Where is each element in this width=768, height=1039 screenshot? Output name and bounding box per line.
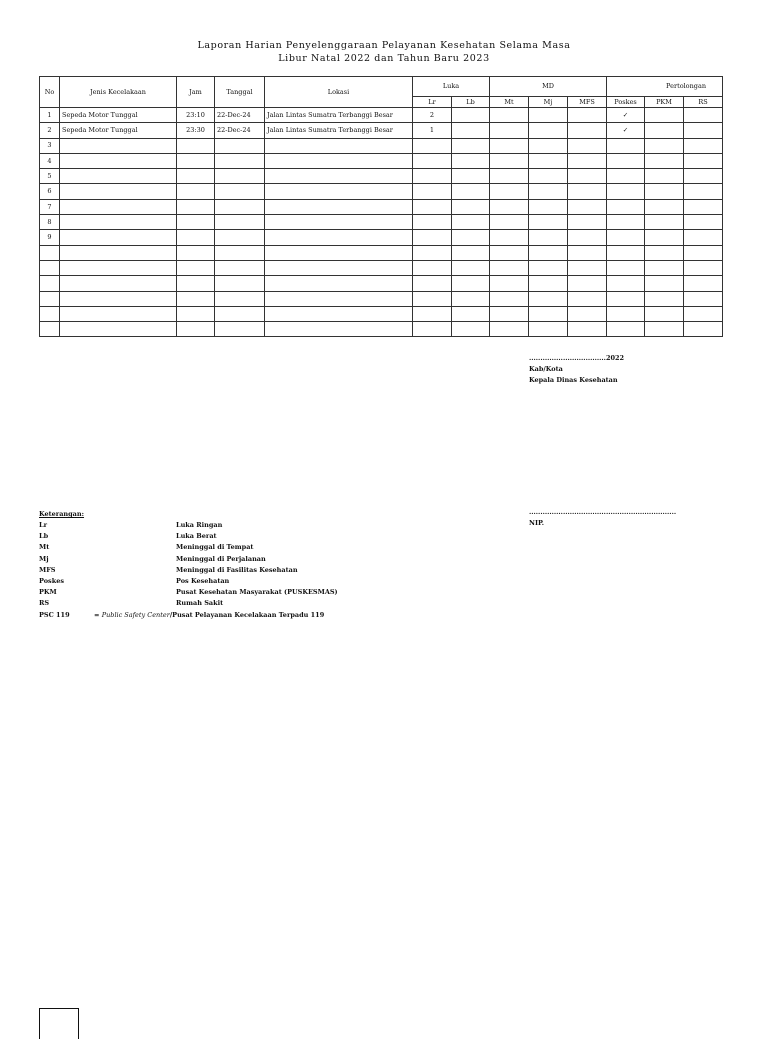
- cell-lb: [452, 123, 490, 138]
- cell-lr: [413, 184, 452, 199]
- legend-meaning: Meninggal di Tempat: [176, 543, 254, 552]
- cell-rs: [684, 199, 723, 214]
- cell-mt: [490, 245, 529, 260]
- cell-rs: [684, 291, 723, 306]
- cell-jenis: [60, 169, 177, 184]
- cell-mj: [529, 123, 568, 138]
- legend-meaning: Rumah Sakit: [176, 599, 224, 608]
- header-jam: Jam: [177, 77, 215, 108]
- cell-tanggal: [215, 291, 265, 306]
- cell-jenis: Sepeda Motor Tunggal: [60, 108, 177, 123]
- cell-lr: [413, 169, 452, 184]
- cell-mfs: [568, 245, 607, 260]
- legend-psc-rest: /Pusat Pelayanan Kecelakaan Terpadu 119: [169, 610, 325, 619]
- table-row: [40, 138, 723, 153]
- legend-meaning: Meninggal di Perjalanan: [176, 554, 266, 563]
- cell-lb: [452, 153, 490, 168]
- table-row: [40, 322, 723, 337]
- cell-tanggal: 22-Dec-24: [215, 123, 265, 138]
- cell-pkm: [645, 123, 684, 138]
- cell-pkm: [645, 138, 684, 153]
- header-luka: Luka: [413, 77, 490, 97]
- cell-lb: [452, 199, 490, 214]
- cell-mt: [490, 199, 529, 214]
- legend-psc-abbr: PSC 119: [39, 610, 70, 619]
- legend: [39, 510, 499, 622]
- cell-mj: [529, 199, 568, 214]
- daily-report-table: [39, 76, 723, 337]
- legend-item: [39, 577, 499, 588]
- cell-rs: [684, 138, 723, 153]
- cell-no: [40, 260, 60, 275]
- cell-posko: [607, 260, 645, 275]
- cell-pkm: [645, 230, 684, 245]
- cell-lb: [452, 276, 490, 291]
- cell-lb: [452, 291, 490, 306]
- cell-posko: [607, 322, 645, 337]
- cell-rs: [684, 215, 723, 230]
- legend-psc-italic: Public Safety Center: [101, 610, 170, 619]
- legend-meaning: Pos Kesehatan: [176, 576, 230, 585]
- cell-lr: [413, 322, 452, 337]
- cell-jam: 23:30: [177, 123, 215, 138]
- cell-jam: [177, 260, 215, 275]
- cell-jenis: [60, 322, 177, 337]
- cell-mt: [490, 169, 529, 184]
- cell-jam: [177, 199, 215, 214]
- cell-no: 1: [40, 108, 60, 123]
- cell-posko: ✓: [607, 108, 645, 123]
- cell-posko: ✓: [607, 123, 645, 138]
- signature-role-line: Kepala Dinas Kesehatan: [529, 376, 618, 384]
- cell-mj: [529, 230, 568, 245]
- header-poskes: Poskes: [607, 97, 645, 108]
- cell-mt: [490, 123, 529, 138]
- header-pkm: PKM: [645, 97, 684, 108]
- cell-posko: [607, 276, 645, 291]
- cell-lr: [413, 199, 452, 214]
- cell-lr: [413, 230, 452, 245]
- cell-mt: [490, 291, 529, 306]
- cell-lr: [413, 215, 452, 230]
- cell-no: [40, 322, 60, 337]
- cell-lokasi: Jalan Lintas Sumatra Terbanggi Besar: [265, 123, 413, 138]
- cell-posko: [607, 291, 645, 306]
- cell-pkm: [645, 245, 684, 260]
- cell-lokasi: [265, 322, 413, 337]
- cell-tanggal: [215, 199, 265, 214]
- cell-lokasi: [265, 184, 413, 199]
- legend-meaning: Luka Ringan: [176, 521, 223, 529]
- cell-jam: [177, 153, 215, 168]
- legend-item: [39, 543, 499, 554]
- cell-lr: 1: [413, 123, 452, 138]
- cell-lb: [452, 230, 490, 245]
- cell-rs: [684, 260, 723, 275]
- cell-jenis: [60, 276, 177, 291]
- table-row: [40, 123, 723, 138]
- legend-item: [39, 521, 499, 532]
- cell-posko: [607, 306, 645, 321]
- cell-no: [40, 276, 60, 291]
- cell-posko: [607, 215, 645, 230]
- cell-mfs: [568, 260, 607, 275]
- cell-lokasi: [265, 306, 413, 321]
- table-row: [40, 306, 723, 321]
- cell-posko: [607, 184, 645, 199]
- table-row: [40, 276, 723, 291]
- cell-mj: [529, 108, 568, 123]
- cell-pkm: [645, 306, 684, 321]
- cell-lb: [452, 260, 490, 275]
- cell-mfs: [568, 291, 607, 306]
- table-row: [40, 230, 723, 245]
- cell-lr: [413, 260, 452, 275]
- table-row: [40, 169, 723, 184]
- cell-jam: [177, 215, 215, 230]
- cell-jam: [177, 230, 215, 245]
- cell-pkm: [645, 260, 684, 275]
- header-rs: RS: [684, 97, 723, 108]
- cell-rs: [684, 184, 723, 199]
- table-row: [40, 153, 723, 168]
- legend-psc-equals: =: [94, 610, 100, 619]
- cell-mj: [529, 153, 568, 168]
- cell-tanggal: [215, 184, 265, 199]
- cell-lokasi: [265, 199, 413, 214]
- cell-lr: [413, 276, 452, 291]
- legend-abbr: MFS: [39, 565, 56, 574]
- cell-mt: [490, 306, 529, 321]
- cell-no: 9: [40, 230, 60, 245]
- cell-no: 2: [40, 123, 60, 138]
- cell-pkm: [645, 291, 684, 306]
- cell-jenis: [60, 138, 177, 153]
- cell-no: [40, 245, 60, 260]
- cell-lokasi: [265, 276, 413, 291]
- cell-mfs: [568, 153, 607, 168]
- legend-meaning: Meninggal di Fasilitas Kesehatan: [176, 565, 298, 574]
- cell-pkm: [645, 215, 684, 230]
- cell-tanggal: [215, 230, 265, 245]
- cell-rs: [684, 245, 723, 260]
- cell-tanggal: [215, 276, 265, 291]
- table-row: [40, 199, 723, 214]
- cell-lb: [452, 108, 490, 123]
- cell-mj: [529, 138, 568, 153]
- cell-mt: [490, 153, 529, 168]
- cell-posko: [607, 138, 645, 153]
- cell-lokasi: [265, 138, 413, 153]
- cell-rs: [684, 306, 723, 321]
- cell-no: 4: [40, 153, 60, 168]
- legend-meaning: Luka Berat: [176, 532, 217, 541]
- cell-lr: [413, 245, 452, 260]
- cell-mt: [490, 230, 529, 245]
- cell-jam: [177, 322, 215, 337]
- cell-tanggal: [215, 245, 265, 260]
- cell-pkm: [645, 169, 684, 184]
- cell-lb: [452, 322, 490, 337]
- signature-city-line: Kab/Kota: [529, 365, 563, 373]
- cell-mfs: [568, 276, 607, 291]
- cell-mj: [529, 245, 568, 260]
- cell-tanggal: 22-Dec-24: [215, 108, 265, 123]
- cell-mt: [490, 138, 529, 153]
- document-title-line-2: Libur Natal 2022 dan Tahun Baru 2023: [278, 53, 490, 64]
- cell-tanggal: [215, 260, 265, 275]
- cell-jam: [177, 138, 215, 153]
- cell-rs: [684, 169, 723, 184]
- cell-tanggal: [215, 306, 265, 321]
- legend-abbr: PKM: [39, 588, 57, 597]
- cell-mj: [529, 322, 568, 337]
- cell-jam: 23:10: [177, 108, 215, 123]
- cell-rs: [684, 276, 723, 291]
- cell-mj: [529, 291, 568, 306]
- header-lr: Lr: [413, 97, 452, 108]
- cell-mj: [529, 260, 568, 275]
- cell-lr: [413, 153, 452, 168]
- legend-abbr: RS: [39, 599, 50, 608]
- cell-mfs: [568, 215, 607, 230]
- legend-meaning: Pusat Kesehatan Masyarakat (PUSKESMAS): [176, 588, 338, 597]
- cell-lr: [413, 291, 452, 306]
- cell-jam: [177, 184, 215, 199]
- cell-lb: [452, 138, 490, 153]
- cell-pkm: [645, 153, 684, 168]
- cell-lr: [413, 138, 452, 153]
- cell-pkm: [645, 199, 684, 214]
- cell-mj: [529, 184, 568, 199]
- cell-jenis: [60, 215, 177, 230]
- cell-jenis: [60, 230, 177, 245]
- cell-mt: [490, 184, 529, 199]
- legend-abbr: Poskes: [39, 576, 65, 585]
- table-row: [40, 260, 723, 275]
- legend-item-psc: [39, 611, 499, 622]
- cell-mfs: [568, 123, 607, 138]
- cell-lokasi: [265, 215, 413, 230]
- table-row: [40, 291, 723, 306]
- cell-jenis: Sepeda Motor Tunggal: [60, 123, 177, 138]
- cell-jenis: [60, 153, 177, 168]
- document-title-line-1: Laporan Harian Penyelenggaraan Pelayanan Kesehatan Selama Masa: [197, 40, 571, 51]
- cell-lb: [452, 215, 490, 230]
- cell-mj: [529, 215, 568, 230]
- table-row: [40, 184, 723, 199]
- cell-lokasi: [265, 169, 413, 184]
- cell-mt: [490, 108, 529, 123]
- cell-rs: [684, 153, 723, 168]
- cell-lr: [413, 306, 452, 321]
- cell-mfs: [568, 138, 607, 153]
- cell-mj: [529, 306, 568, 321]
- cell-jam: [177, 306, 215, 321]
- cell-tanggal: [215, 215, 265, 230]
- cell-jenis: [60, 184, 177, 199]
- cell-mfs: [568, 184, 607, 199]
- legend-item: [39, 588, 499, 599]
- cell-jenis: [60, 291, 177, 306]
- cell-rs: [684, 123, 723, 138]
- cell-jam: [177, 276, 215, 291]
- header-pertolongan: Pertolongan: [607, 77, 723, 97]
- cell-lokasi: [265, 260, 413, 275]
- cell-lokasi: [265, 153, 413, 168]
- cell-mj: [529, 169, 568, 184]
- legend-item: [39, 599, 499, 610]
- cell-rs: [684, 322, 723, 337]
- cell-no: 8: [40, 215, 60, 230]
- cell-lokasi: [265, 230, 413, 245]
- cell-posko: [607, 230, 645, 245]
- cell-jenis: [60, 199, 177, 214]
- legend-item: [39, 555, 499, 566]
- header-mt: Mt: [490, 97, 529, 108]
- header-tanggal: Tanggal: [215, 77, 265, 108]
- legend-abbr: Lr: [39, 521, 47, 529]
- cell-mj: [529, 276, 568, 291]
- header-jenis-kecelakaan: Jenis Kecelakaan: [60, 77, 177, 108]
- cell-lr: 2: [413, 108, 452, 123]
- cell-lb: [452, 169, 490, 184]
- header-md: MD: [490, 77, 607, 97]
- cell-jam: [177, 291, 215, 306]
- cell-no: 7: [40, 199, 60, 214]
- cell-posko: [607, 169, 645, 184]
- cell-mfs: [568, 169, 607, 184]
- cell-mfs: [568, 306, 607, 321]
- cell-lokasi: [265, 245, 413, 260]
- cell-tanggal: [215, 138, 265, 153]
- legend-item: [39, 532, 499, 543]
- cell-pkm: [645, 108, 684, 123]
- cell-mfs: [568, 322, 607, 337]
- table-row: [40, 245, 723, 260]
- signature-date-line: ..................................2022: [529, 354, 625, 362]
- cell-tanggal: [215, 153, 265, 168]
- legend-abbr: Lb: [39, 532, 49, 541]
- cell-pkm: [645, 276, 684, 291]
- legend-item: [39, 566, 499, 577]
- cell-pkm: [645, 184, 684, 199]
- cell-mt: [490, 322, 529, 337]
- cell-mt: [490, 276, 529, 291]
- cell-lokasi: Jalan Lintas Sumatra Terbanggi Besar: [265, 108, 413, 123]
- header-lokasi: Lokasi: [265, 77, 413, 108]
- cell-jenis: [60, 260, 177, 275]
- legend-abbr: Mt: [39, 543, 50, 552]
- table-row: [40, 108, 723, 123]
- cell-posko: [607, 199, 645, 214]
- header-no: No: [40, 77, 60, 108]
- cell-no: 3: [40, 138, 60, 153]
- cell-rs: [684, 230, 723, 245]
- cell-no: [40, 306, 60, 321]
- table-row: [40, 215, 723, 230]
- cell-no: [40, 291, 60, 306]
- cell-jam: [177, 169, 215, 184]
- header-mj: Mj: [529, 97, 568, 108]
- cell-no: 6: [40, 184, 60, 199]
- cell-mt: [490, 215, 529, 230]
- header-lb: Lb: [452, 97, 490, 108]
- cell-lokasi: [265, 291, 413, 306]
- cell-mt: [490, 260, 529, 275]
- cell-jam: [177, 245, 215, 260]
- cell-jenis: [60, 245, 177, 260]
- cell-mfs: [568, 108, 607, 123]
- signature-name-line: .................................................................: [529, 508, 677, 516]
- cell-tanggal: [215, 322, 265, 337]
- cell-lb: [452, 245, 490, 260]
- cell-posko: [607, 245, 645, 260]
- cell-lb: [452, 184, 490, 199]
- cell-posko: [607, 153, 645, 168]
- cell-tanggal: [215, 169, 265, 184]
- cell-mfs: [568, 199, 607, 214]
- cell-mfs: [568, 230, 607, 245]
- cell-jenis: [60, 306, 177, 321]
- header-mfs: MFS: [568, 97, 607, 108]
- cell-lb: [452, 306, 490, 321]
- signature-nip-line: NIP.: [529, 519, 545, 527]
- cell-no: 5: [40, 169, 60, 184]
- legend-heading: Keterangan:: [39, 510, 85, 518]
- legend-abbr: Mj: [39, 554, 49, 563]
- cell-pkm: [645, 322, 684, 337]
- cell-rs: [684, 108, 723, 123]
